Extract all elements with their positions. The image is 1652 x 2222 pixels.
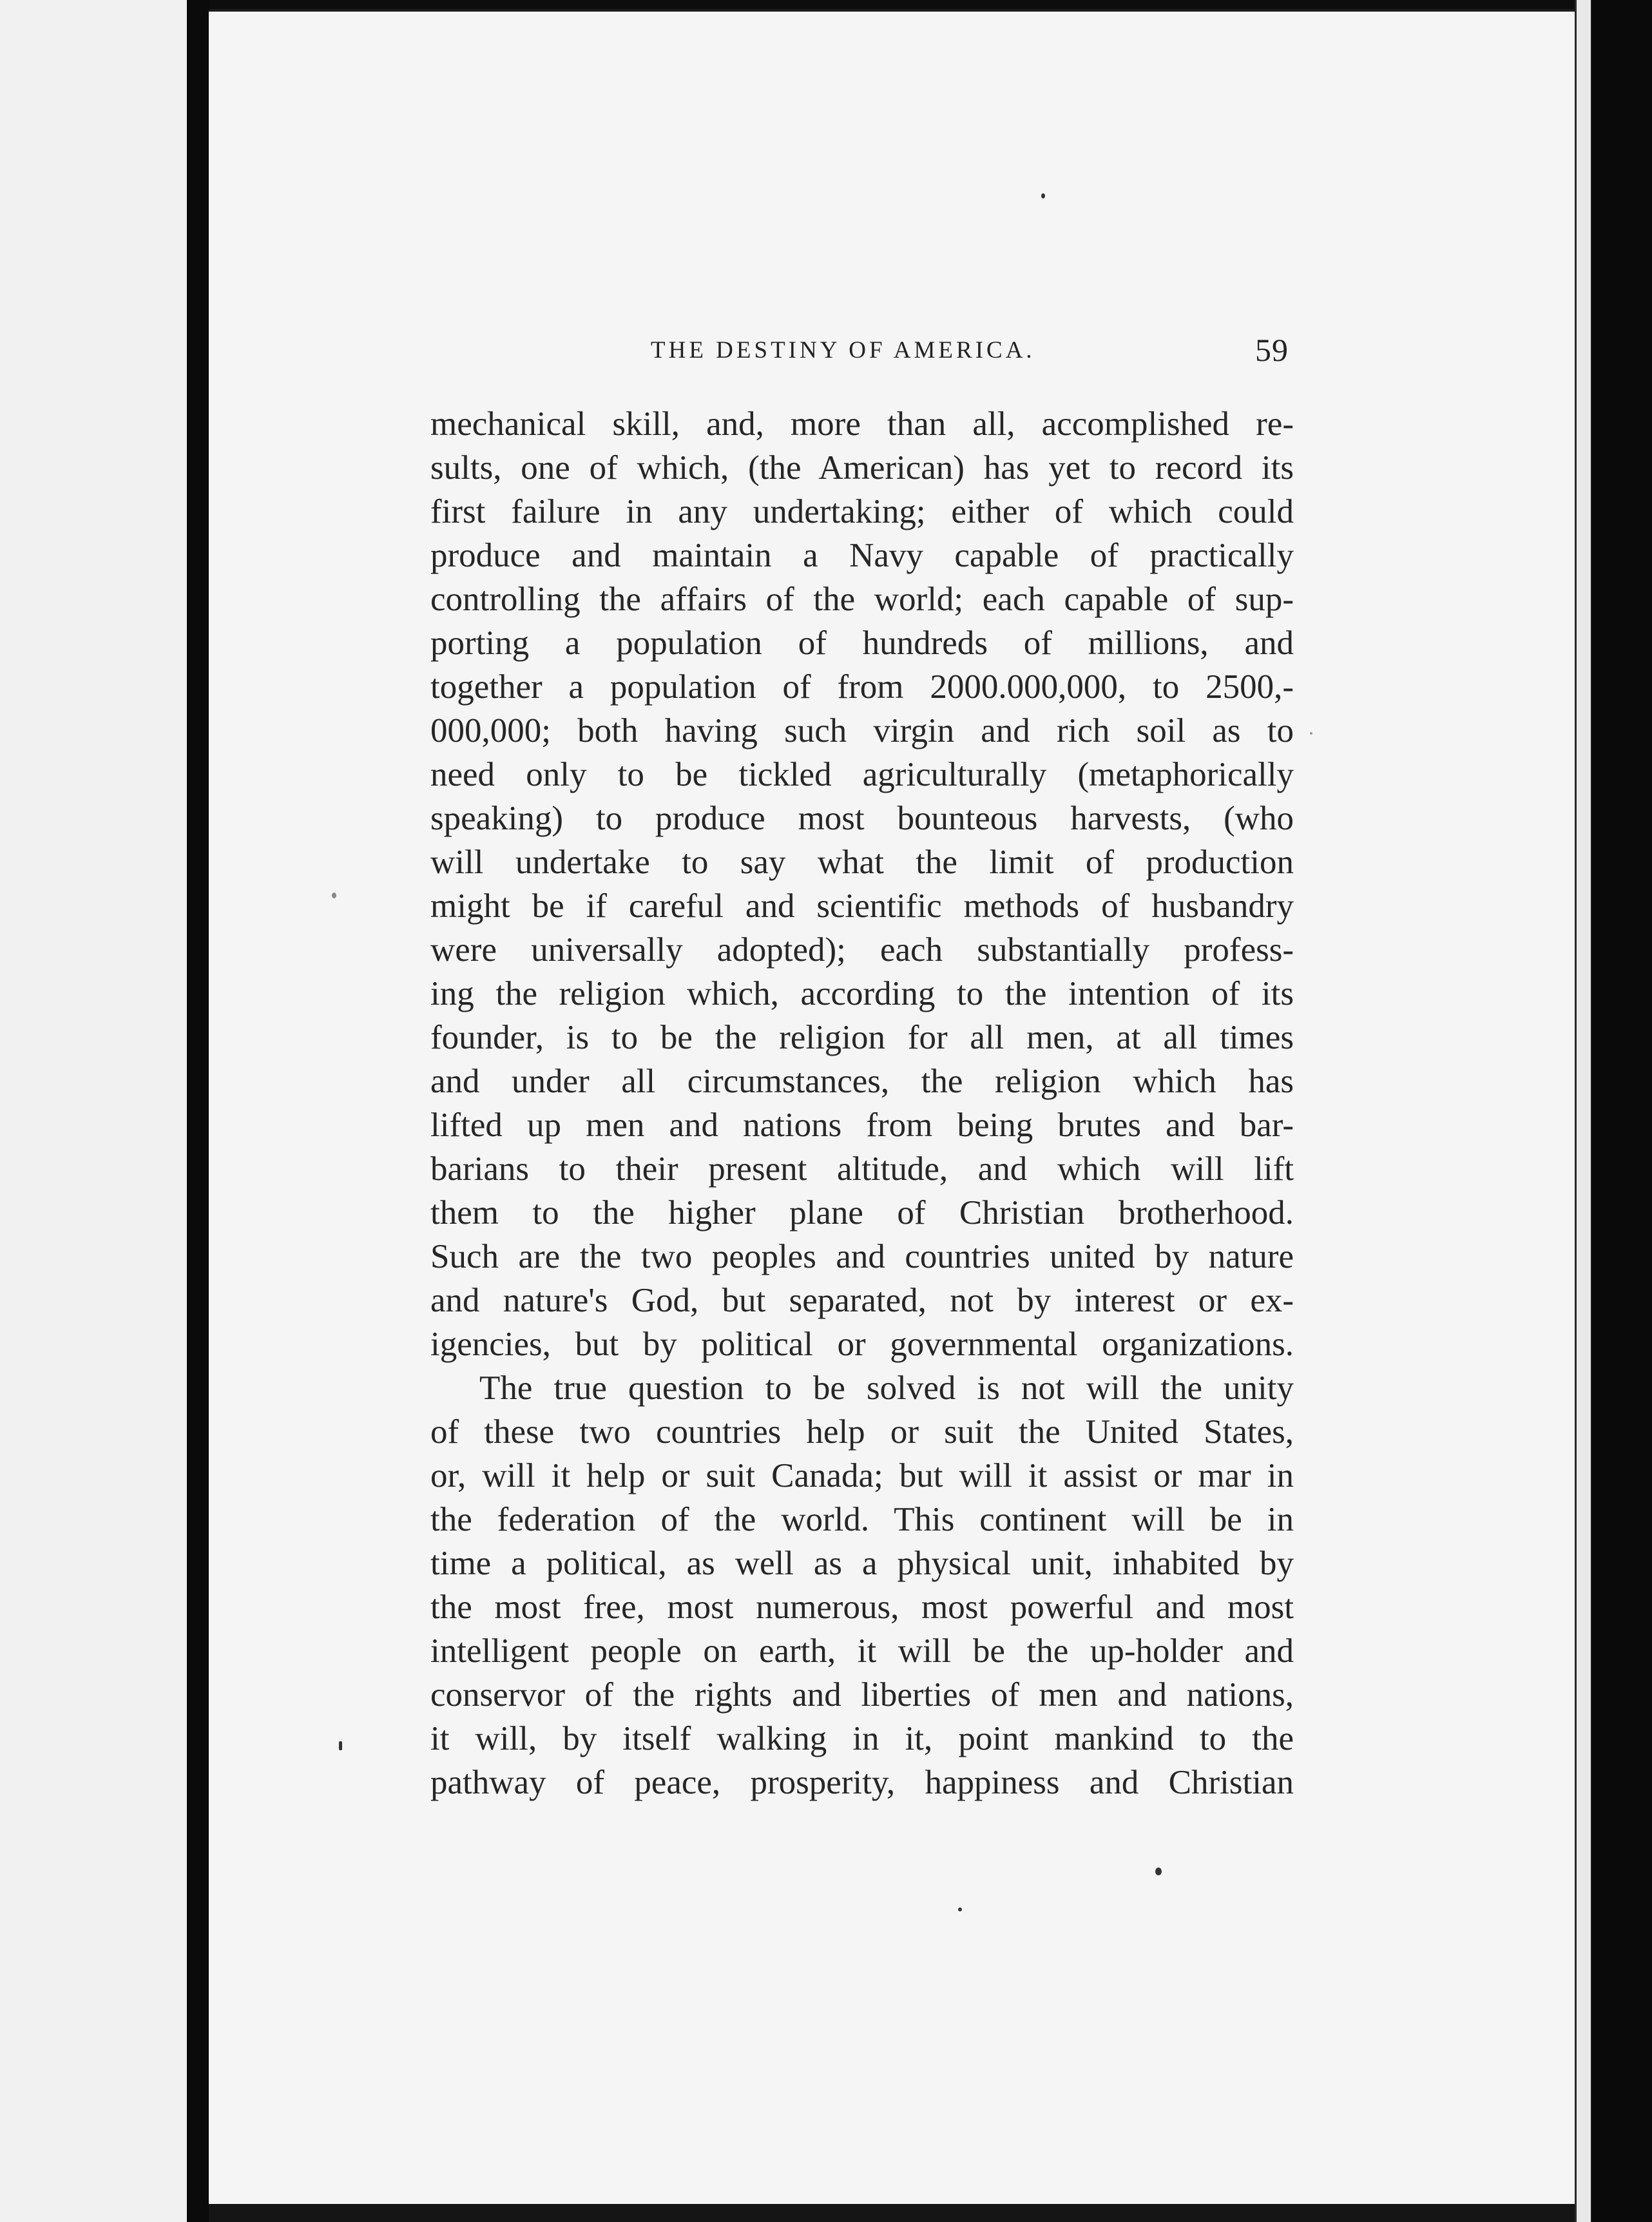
- text-line: the federation of the world. This continent will be in: [430, 1501, 1294, 1538]
- text-line: might be if careful and scientific methods of husbandry: [430, 887, 1294, 925]
- ink-speck: [1041, 193, 1045, 198]
- text-line: them to the higher plane of Christian brotherhood.: [430, 1194, 1294, 1232]
- paragraph-first-line: The true question to be solved is not will the unity: [479, 1369, 1294, 1407]
- text-line: pathway of peace, prosperity, happiness and Christian: [430, 1764, 1294, 1801]
- scan-border-bottom: [209, 2204, 1575, 2222]
- ink-speck: [332, 893, 336, 898]
- text-line: intelligent people on earth, it will be the up-holder and: [430, 1632, 1294, 1670]
- text-line: sults, one of which, (the American) has yet to record its: [430, 449, 1294, 487]
- text-line: porting a population of hundreds of millions, and: [430, 624, 1294, 662]
- left-page-edge: [0, 0, 187, 2222]
- text-line: will undertake to say what the limit of production: [430, 844, 1294, 881]
- text-line: time a political, as well as a physical unit, inhabited by: [430, 1545, 1294, 1582]
- text-line: were universally adopted); each substantially profess-: [430, 931, 1294, 969]
- text-line: speaking) to produce most bounteous harvests, (who: [430, 800, 1294, 837]
- text-line: or, will it help or suit Canada; but will it assist or mar in: [430, 1457, 1294, 1494]
- text-line: controlling the affairs of the world; each capable of sup-: [430, 581, 1294, 618]
- text-line: and under all circumstances, the religion which has: [430, 1063, 1294, 1100]
- ink-speck: [958, 1908, 962, 1911]
- ink-speck: [1310, 732, 1312, 735]
- text-line: founder, is to be the religion for all men, at all times: [430, 1019, 1294, 1056]
- text-line: Such are the two peoples and countries united by nature: [430, 1238, 1294, 1275]
- page-number: 59: [1255, 332, 1289, 368]
- scan-border-right: [1591, 0, 1652, 2222]
- running-head-title: THE DESTINY OF AMERICA.: [651, 337, 1035, 363]
- page-edge-strip: [1575, 0, 1593, 2222]
- text-line: produce and maintain a Navy capable of practically: [430, 537, 1294, 574]
- ink-speck: [339, 1741, 342, 1750]
- text-line: and nature's God, but separated, not by interest or ex-: [430, 1282, 1294, 1319]
- text-line: first failure in any undertaking; either of which could: [430, 493, 1294, 530]
- text-line: the most free, most numerous, most powerful and most: [430, 1589, 1294, 1626]
- text-line: need only to be tickled agriculturally (metaphorically: [430, 756, 1294, 793]
- text-line: 000,000; both having such virgin and rich soil as to: [430, 712, 1294, 749]
- text-line: mechanical skill, and, more than all, accomplished re-: [430, 405, 1294, 443]
- text-line: lifted up men and nations from being brutes and bar-: [430, 1106, 1294, 1144]
- text-line: ing the religion which, according to the intention of its: [430, 975, 1294, 1012]
- text-line: igencies, but by political or governmental organizations.: [430, 1326, 1294, 1363]
- text-line: it will, by itself walking in it, point mankind to the: [430, 1720, 1294, 1757]
- ink-speck: [1155, 1868, 1162, 1875]
- text-line: barians to their present altitude, and which will lift: [430, 1150, 1294, 1188]
- text-line: conservor of the rights and liberties of men and nations,: [430, 1676, 1294, 1714]
- text-line: of these two countries help or suit the United States,: [430, 1413, 1294, 1451]
- body-text: [430, 402, 1294, 1804]
- text-line: together a population of from 2000.000,000, to 2500,-: [430, 668, 1294, 706]
- book-gutter: [187, 0, 209, 2222]
